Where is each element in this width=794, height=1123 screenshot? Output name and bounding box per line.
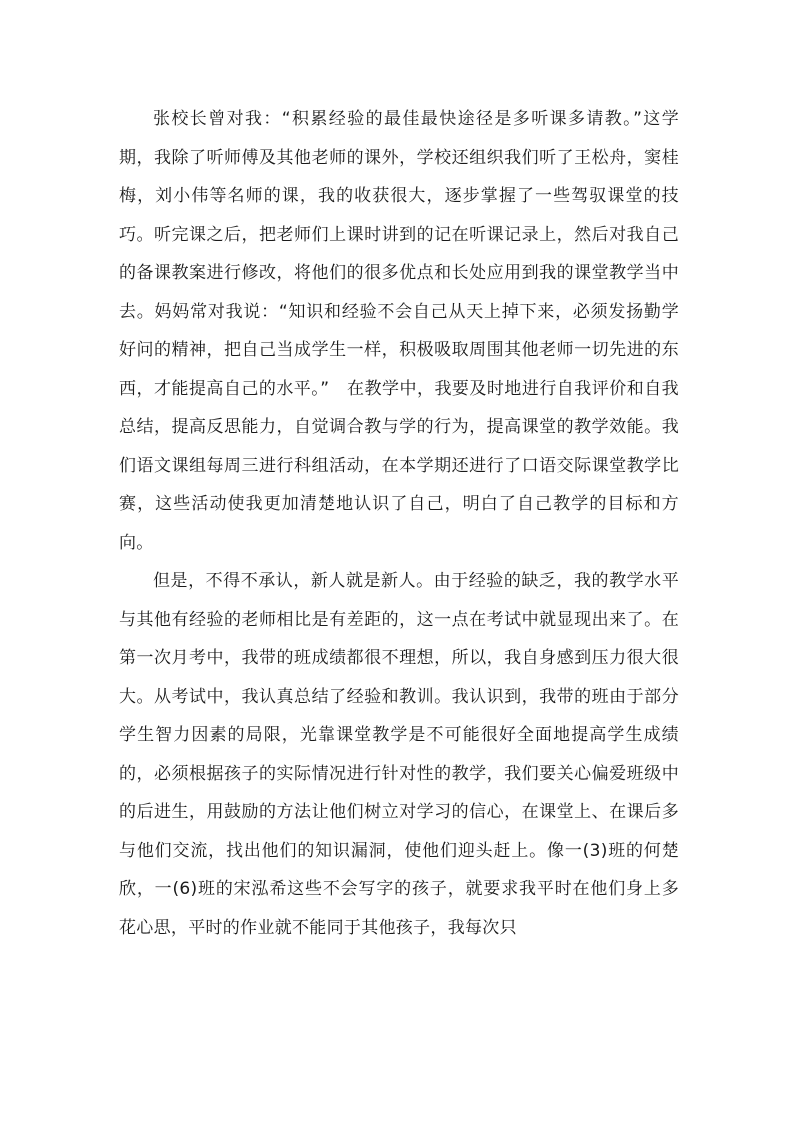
- body-text: [119, 100, 679, 947]
- paragraph-2: 但是，不得不承认，新人就是新人。由于经验的缺乏，我的教学水平与其他有经验的老师相比是有差距的，这一点在考试中就显现出来了。在第一次月考中，我带的班成绩都很不理想，所以，我自身感到压力很大很大。从考试中，我认真总结了经验和教训。我认识到，我带的班由于部分学生智力因素的局限，光靠课堂教学是不可能很好全面地提高学生成绩的，必须根据孩子的实际情况进行针对性的教学，我们要关心偏爱班级中的后进生，用鼓励的方法让他们树立对学习的信心，在课堂上、在课后多与他们交流，找出他们的知识漏洞，使他们迎头赶上。像一(3)班的何楚欣，一(6)班的宋泓希这些不会写字的孩子，就要求我平时在他们身上多花心思，平时的作业就不能同于其他孩子，我每次只: [119, 571, 679, 938]
- paragraph-1: 张校长曾对我：“积累经验的最佳最快途径是多听课多请教。”这学期，我除了听师傅及其他老师的课外，学校还组织我们听了王松舟，窦桂梅，刘小伟等名师的课，我的收获很大，逐步掌握了一些驾驭课堂的技巧。听完课之后，把老师们上课时讲到的记在听课记录上，然后对我自己的备课教案进行修改，将他们的很多优点和长处应用到我的课堂教学当中去。妈妈常对我说：“知识和经验不会自己从天上掉下来，必须发扬勤学好问的精神，把自己当成学生一样，积极吸取周围其他老师一切先进的东西，才能提高自己的水平。” 在教学中，我要及时地进行自我评价和自我总结，提高反思能力，自觉调合教与学的行为，提高课堂的教学效能。我们语文课组每周三进行科组活动，在本学期还进行了口语交际课堂教学比赛，这些活动使我更加清楚地认识了自己，明白了自己教学的目标和方向。: [119, 109, 679, 553]
